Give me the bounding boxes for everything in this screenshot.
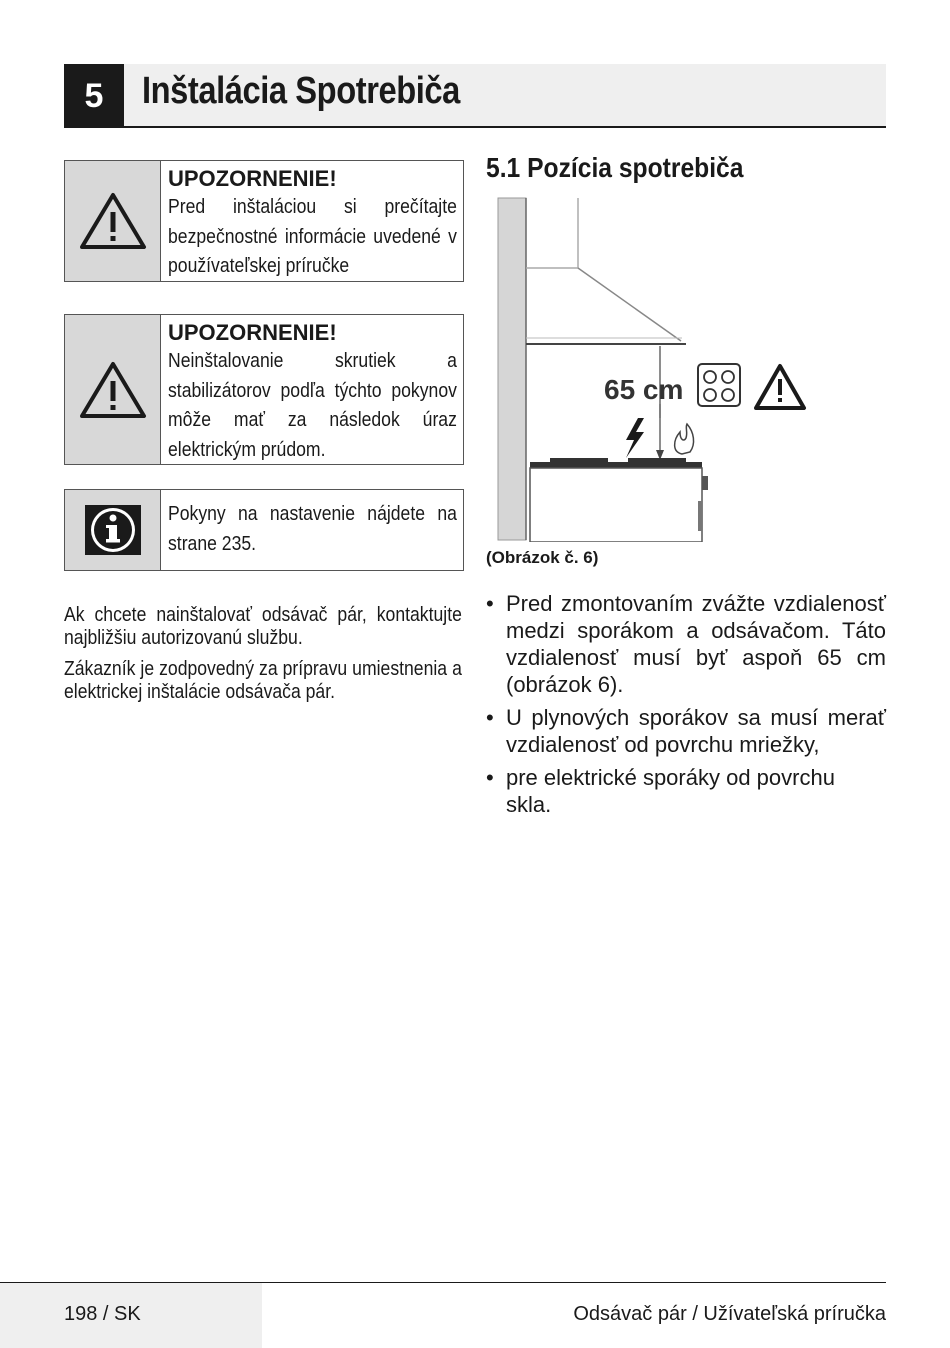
warning-icon-cell [65,161,161,281]
list-item [486,590,886,698]
bullet-dot: • [486,765,494,790]
chapter-number: 5 [64,64,124,128]
warning-text: Neinštalovanie skrutiek a stabilizátorov podľa týchto pokynov môže mať za následok úraz elektrickým prúdom. [168,350,457,461]
info-icon-cell [65,490,161,570]
bullet-text: Pred zmontovaním zvážte vzdialenosť medzi sporákom a odsávačom. Táto vzdialenosť musí byť aspoň 65 cm (obrázok 6). [506,591,886,697]
warning-box-1 [64,160,464,282]
list-item [486,764,886,818]
page-number: 198 / SK [64,1303,141,1325]
intro-paragraph: Ak chcete nainštalovať odsávač pár, kontaktujte najbližšiu autorizovanú službu. [64,604,462,649]
warning-heading: UPOZORNENIE! [168,320,337,345]
warning-triangle-icon [79,192,147,250]
figure-caption: (Obrázok č. 6) [486,548,599,567]
footer-divider [0,1282,886,1283]
bullet-text: pre elektrické sporáky od povrchu skla. [506,765,835,817]
info-icon [84,504,142,556]
bullet-text: U plynových sporákov sa musí merať vzdialenosť od povrchu mriežky, [506,705,886,757]
info-text-cell [161,490,463,570]
hood-position-figure [486,196,816,542]
bullet-dot: • [486,591,494,616]
warning-text: Pred inštaláciou si prečítajte bezpečnostné informácie uvedené v používateľskej príručke [168,196,457,277]
warning-heading: UPOZORNENIE! [168,166,337,191]
section-title: 5.1 Pozícia spotrebiča [486,152,744,183]
info-box [64,489,464,571]
hood-diagram [486,196,816,542]
warning-icon-cell [65,315,161,464]
chapter-title: Inštalácia Spotrebiča [142,70,460,112]
list-item [486,704,886,758]
footer-title: Odsávač pár / Užívateľská príručka [573,1303,886,1325]
instruction-bullets [486,590,886,824]
intro-text [64,604,462,712]
distance-label: 65 cm [604,374,684,405]
info-text: Pokyny na nastavenie nájdete na strane 235. [168,503,457,555]
intro-paragraph: Zákazník je zodpovedný za prípravu umiestnenia a elektrickej inštalácie odsávača pár. [64,658,462,703]
warning-triangle-icon [79,361,147,419]
bullet-dot: • [486,705,494,730]
warning-box-2 [64,314,464,465]
warning-text-cell [161,161,463,281]
warning-text-cell [161,315,463,464]
